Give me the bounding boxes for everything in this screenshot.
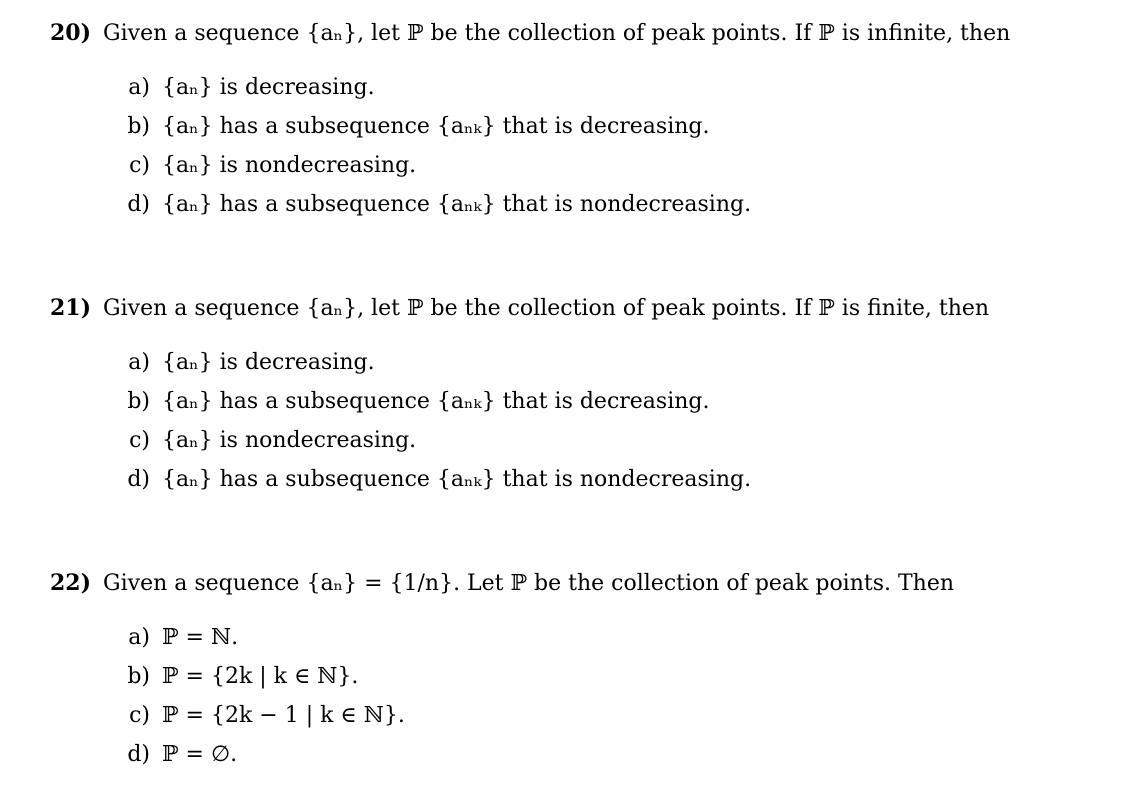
choice-label: b) (127, 389, 150, 414)
problem-number: 21) (50, 295, 92, 321)
choice-label: a) (128, 350, 150, 375)
choice-b (116, 112, 751, 151)
choice-c (116, 426, 751, 465)
choice-a (116, 348, 751, 387)
problem-stem (50, 293, 1110, 324)
choice-text: {aₙ} has a subsequence {aₙₖ} that is decreasing. (162, 114, 710, 139)
choice-d (116, 465, 751, 504)
problem-number: 22) (50, 570, 92, 596)
choice-c (116, 151, 751, 190)
problem-20 (50, 18, 1110, 217)
choice-text: {aₙ} has a subsequence {aₙₖ} that is decreasing. (162, 389, 710, 414)
problem-number: 20) (50, 20, 92, 46)
choice-d (116, 190, 751, 229)
choice-a (116, 73, 751, 112)
choice-text: ℙ = ∅. (162, 742, 238, 767)
choice-label: b) (127, 114, 150, 139)
problem-stem (50, 568, 1110, 599)
choice-a (116, 623, 405, 662)
choice-list (116, 348, 751, 504)
choice-text: ℙ = {2k | k ∈ ℕ}. (162, 664, 359, 689)
choice-label: c) (129, 153, 150, 178)
choice-c (116, 701, 405, 740)
choice-list (116, 73, 751, 229)
choice-text: {aₙ} is decreasing. (162, 350, 375, 375)
choice-label: a) (128, 75, 150, 100)
choice-text: {aₙ} is nondecreasing. (162, 428, 417, 453)
problem-text: Given a sequence {aₙ} = {1/n}. Let ℙ be the collection of peak points. Then (103, 571, 955, 596)
choice-label: d) (127, 467, 150, 492)
problem-stem (50, 18, 1110, 49)
problem-21 (50, 293, 1110, 492)
choice-b (116, 662, 405, 701)
choice-text: ℙ = ℕ. (162, 625, 239, 650)
choice-b (116, 387, 751, 426)
problem-text: Given a sequence {aₙ}, let ℙ be the collection of peak points. If ℙ is infinite, then (103, 21, 1011, 46)
choice-list (116, 623, 405, 779)
choice-text: ℙ = {2k − 1 | k ∈ ℕ}. (162, 703, 405, 728)
choice-text: {aₙ} is decreasing. (162, 75, 375, 100)
choice-label: c) (129, 703, 150, 728)
choice-d (116, 740, 405, 779)
choice-text: {aₙ} has a subsequence {aₙₖ} that is nondecreasing. (162, 192, 752, 217)
problem-text: Given a sequence {aₙ}, let ℙ be the collection of peak points. If ℙ is finite, then (103, 296, 990, 321)
choice-label: b) (127, 664, 150, 689)
choice-label: d) (127, 742, 150, 767)
choice-text: {aₙ} is nondecreasing. (162, 153, 417, 178)
problem-22 (50, 568, 1110, 767)
choice-text: {aₙ} has a subsequence {aₙₖ} that is nondecreasing. (162, 467, 752, 492)
choice-label: a) (128, 625, 150, 650)
choice-label: d) (127, 192, 150, 217)
choice-label: c) (129, 428, 150, 453)
